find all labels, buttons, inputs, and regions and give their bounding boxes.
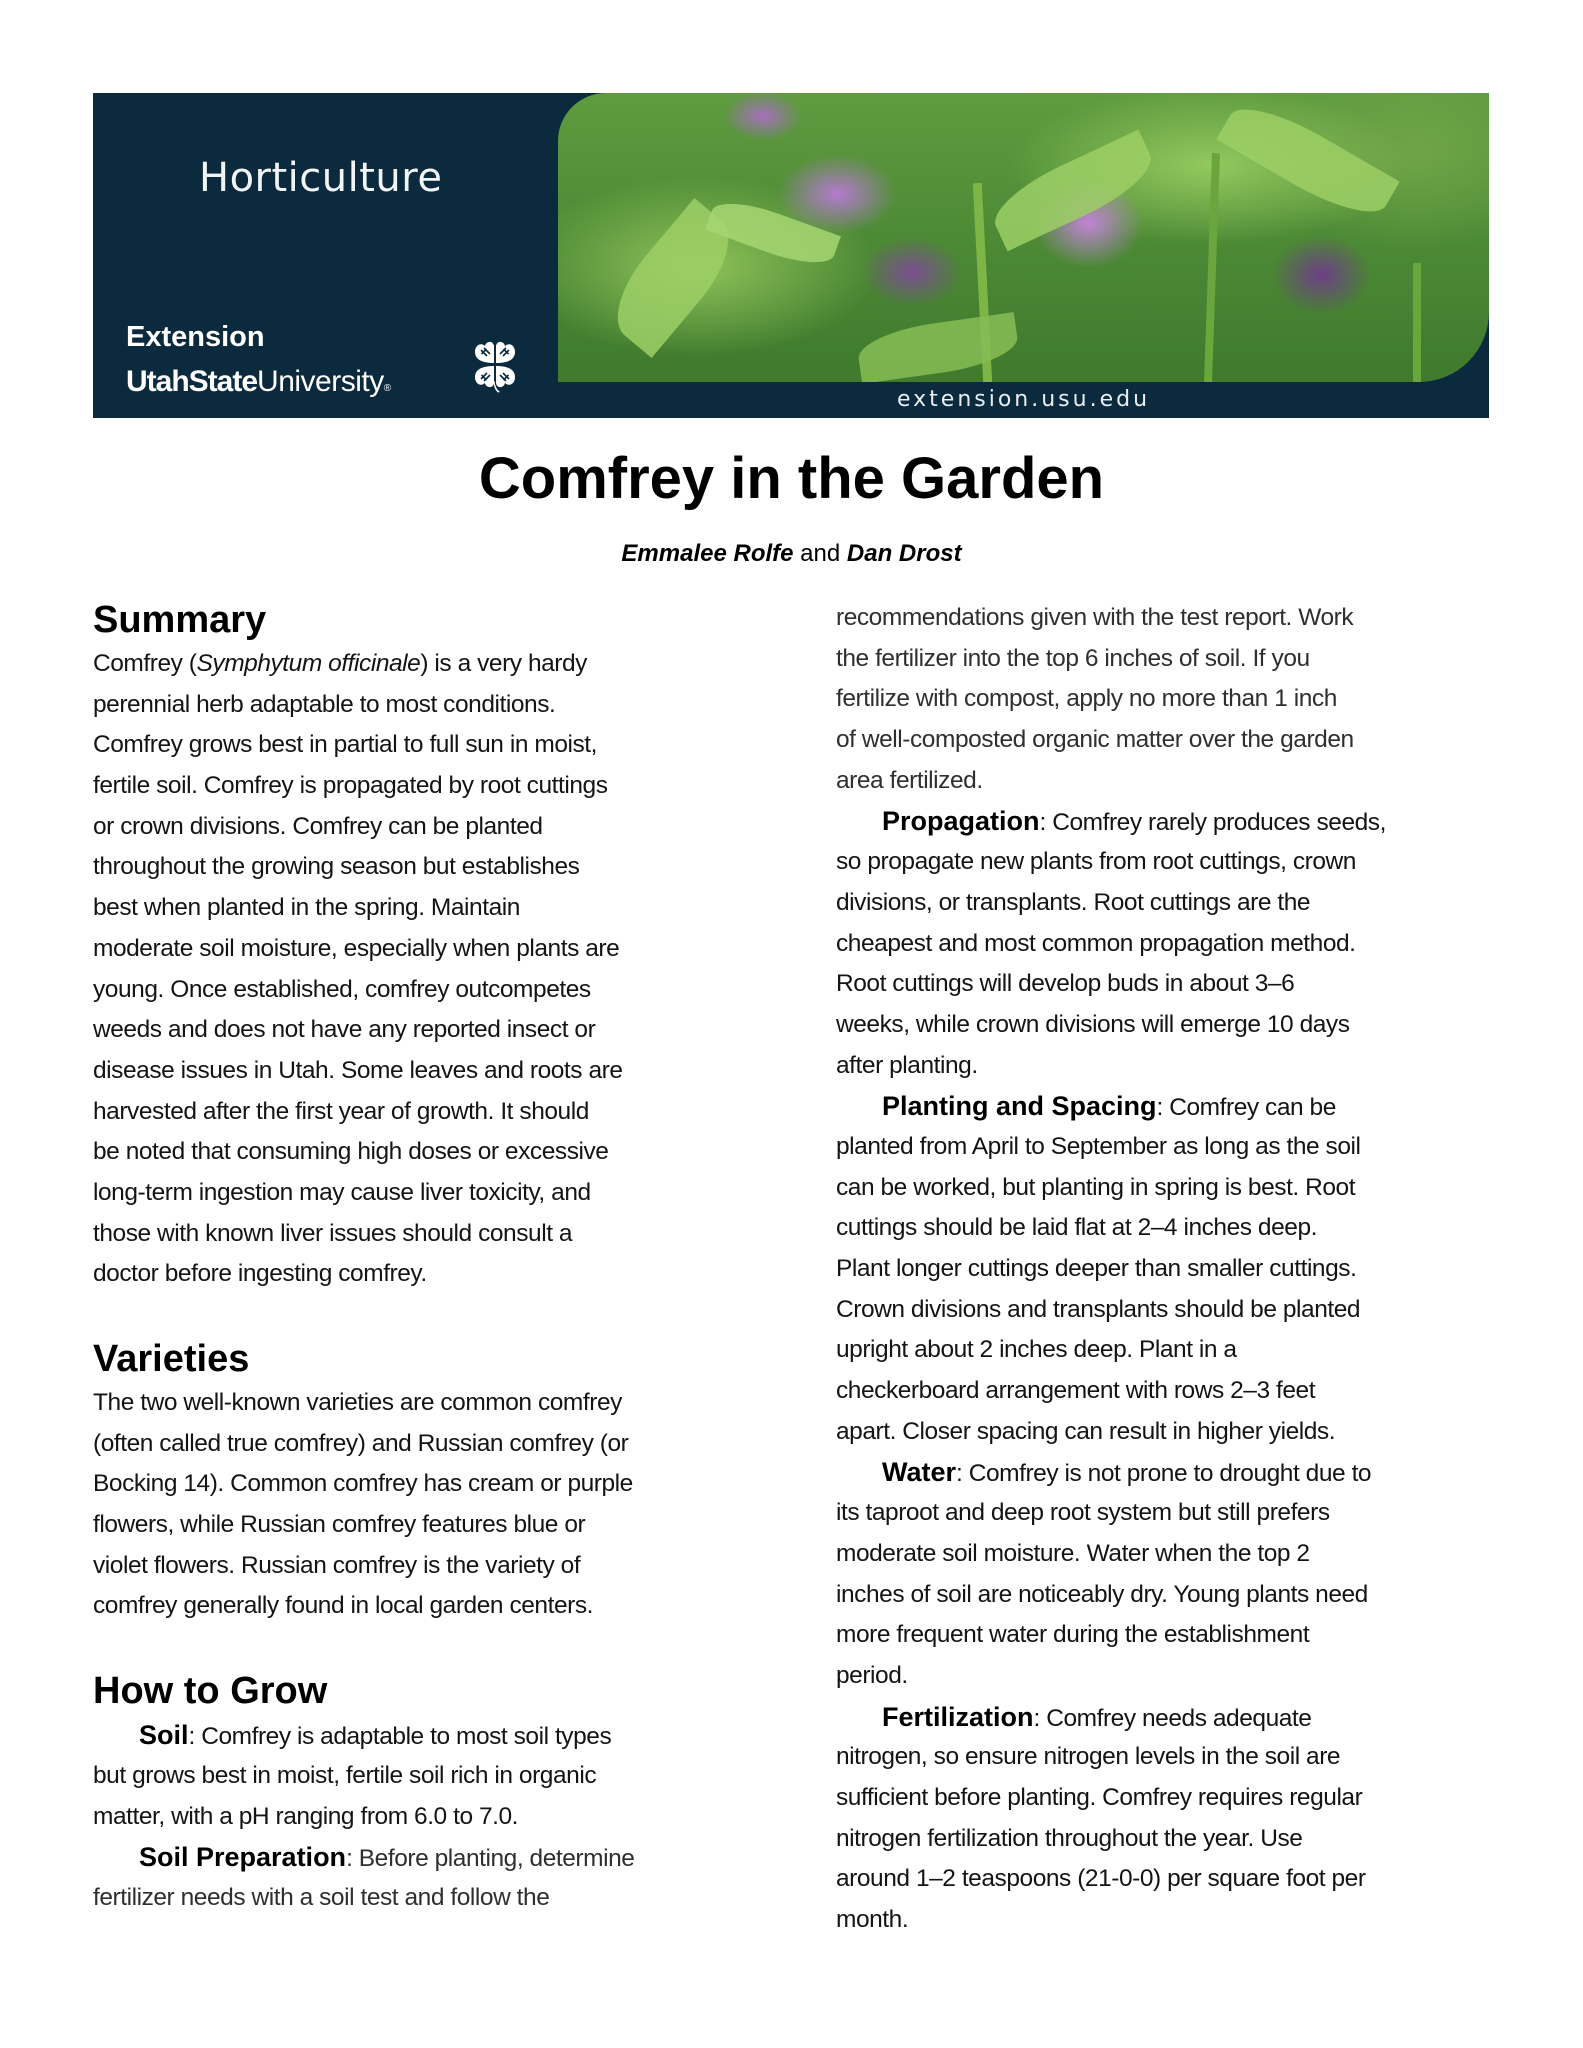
subheading-planting-spacing: Planting and Spacing [882, 1091, 1157, 1122]
usu-wordmark-regular: University [257, 365, 384, 398]
text-run: : Comfrey is adaptable to most soil types [188, 1723, 612, 1751]
extension-logo-text: Extension [126, 321, 265, 353]
subheading-fertilization: Fertilization [882, 1701, 1034, 1732]
text-line [93, 644, 753, 685]
text-line: cuttings should be laid flat at 2–4 inches deep. [836, 1214, 1317, 1242]
propagation-paragraph [836, 801, 1496, 1086]
text-line: fertilize with compost, apply no more than 1 inch [836, 685, 1337, 713]
header-banner [93, 93, 1489, 418]
text-line: long-term ingestion may cause liver toxicity, and [93, 1178, 591, 1206]
plant-leaf [855, 312, 1020, 382]
text-line: checkerboard arrangement with rows 2–3 feet [836, 1377, 1316, 1405]
section-gap [93, 1627, 753, 1667]
subheading-water: Water [882, 1457, 957, 1488]
fertilization-paragraph [836, 1697, 1496, 1941]
text-line: period. [836, 1661, 908, 1689]
text-line: cheapest and most common propagation method. [836, 929, 1356, 957]
subheading-soil-preparation: Soil Preparation [139, 1842, 347, 1873]
plant-leaf [705, 192, 841, 274]
text-line: nitrogen, so ensure nitrogen levels in the soil are [836, 1743, 1341, 1771]
text-run: : Comfrey needs adequate [1033, 1704, 1312, 1732]
author-join: and [793, 540, 847, 567]
text-line: violet flowers. Russian comfrey is the variety of [93, 1551, 581, 1579]
text-run: Comfrey ( [93, 650, 197, 677]
text-run: : Comfrey can be [1156, 1094, 1336, 1122]
text-line [836, 1452, 1496, 1493]
text-line: so propagate new plants from root cuttings, crown [836, 848, 1356, 876]
text-line: flowers, while Russian comfrey features blue or [93, 1511, 586, 1539]
left-column [93, 596, 753, 1919]
text-line: inches of soil are noticeably dry. Young plants need [836, 1580, 1368, 1608]
text-line: can be worked, but planting in spring is best. Root [836, 1173, 1356, 1201]
category-label: Horticulture [199, 155, 443, 201]
text-line [836, 1697, 1496, 1738]
text-line: weeds and does not have any reported insect or [93, 1016, 596, 1044]
text-line: of well-composted organic matter over the garden [836, 726, 1354, 754]
text-line: best when planted in the spring. Maintain [93, 894, 520, 922]
author-name: Dan Drost [846, 540, 962, 567]
plant-leaf [984, 130, 1161, 252]
text-line: moderate soil moisture. Water when the top 2 [836, 1539, 1310, 1567]
text-line: around 1–2 teaspoons (21-0-0) per square foot per [836, 1865, 1366, 1893]
varieties-paragraph [93, 1383, 753, 1627]
text-line: matter, with a pH ranging from 6.0 to 7.0. [93, 1802, 519, 1830]
website-url[interactable]: extension.usu.edu [896, 387, 1151, 412]
section-heading-how-to-grow: How to Grow [93, 1670, 328, 1713]
text-line: recommendations given with the test report. Work [836, 604, 1354, 631]
text-line: apart. Closer spacing can result in higher yields. [836, 1417, 1336, 1445]
plant-leaf [1216, 93, 1399, 229]
registered-mark: ® [383, 383, 391, 394]
text-line: or crown divisions. Comfrey can be planted [93, 812, 543, 840]
text-line: after planting. [836, 1051, 978, 1079]
text-line: its taproot and deep root system but still prefers [836, 1499, 1330, 1527]
author-line [0, 540, 1583, 568]
soil-preparation-paragraph [93, 1837, 753, 1918]
text-run: : Before planting, determine [346, 1845, 635, 1873]
text-line [93, 1715, 753, 1756]
text-run: : Comfrey rarely produces seeds, [1039, 809, 1386, 837]
plant-stem [1413, 263, 1421, 382]
text-line: Bocking 14). Common comfrey has cream or purple [93, 1470, 633, 1498]
author-name: Emmalee Rolfe [621, 540, 794, 567]
soil-preparation-continued [836, 598, 1496, 801]
text-line: throughout the growing season but establishes [93, 853, 580, 881]
summary-paragraph [93, 644, 753, 1295]
text-line: Crown divisions and transplants should be planted [836, 1295, 1361, 1323]
page-title: Comfrey in the Garden [478, 446, 1105, 511]
text-line: sufficient before planting. Comfrey requires regular [836, 1783, 1363, 1811]
subheading-soil: Soil [139, 1720, 189, 1751]
text-line: those with known liver issues should consult a [93, 1219, 573, 1247]
water-paragraph [836, 1452, 1496, 1696]
usu-wordmark-bold: UtahState [126, 365, 258, 398]
text-line: the fertilizer into the top 6 inches of soil. If you [836, 644, 1310, 672]
text-line: disease issues in Utah. Some leaves and roots are [93, 1056, 623, 1084]
text-line: doctor before ingesting comfrey. [93, 1260, 427, 1288]
text-line: weeks, while crown divisions will emerge 10 days [836, 1010, 1350, 1038]
text-line: area fertilized. [836, 766, 983, 794]
text-line: moderate soil moisture, especially when plants are [93, 934, 620, 962]
text-line [93, 1837, 753, 1878]
text-line: month. [836, 1906, 909, 1933]
section-gap [93, 1295, 753, 1335]
text-line: comfrey generally found in local garden centers. [93, 1592, 593, 1620]
text-line: Plant longer cuttings deeper than smaller cuttings. [836, 1255, 1357, 1282]
text-line: Comfrey grows best in partial to full sun in moist, [93, 731, 598, 759]
text-line: fertile soil. Comfrey is propagated by root cuttings [93, 772, 608, 800]
text-line: Root cuttings will develop buds in about 3–6 [836, 970, 1295, 998]
comfrey-photo [558, 93, 1489, 382]
four-h-clover-icon [467, 337, 523, 393]
right-column [836, 598, 1496, 1941]
text-line: perennial herb adaptable to most conditions. [93, 690, 556, 718]
planting-spacing-paragraph [836, 1086, 1496, 1452]
text-line: (often called true comfrey) and Russian comfrey (or [93, 1429, 629, 1457]
text-line: divisions, or transplants. Root cuttings are the [836, 888, 1311, 916]
section-heading-varieties: Varieties [93, 1338, 250, 1380]
text-line: be noted that consuming high doses or excessive [93, 1138, 609, 1166]
text-run: : Comfrey is not prone to drought due to [956, 1460, 1372, 1488]
subheading-propagation: Propagation [882, 806, 1040, 837]
text-line: but grows best in moist, fertile soil rich in organic [93, 1761, 597, 1789]
text-line: fertilizer needs with a soil test and follow the [93, 1883, 550, 1911]
text-line [836, 1086, 1496, 1127]
text-line [836, 801, 1496, 842]
text-line: more frequent water during the establishment [836, 1621, 1310, 1649]
text-line: planted from April to September as long as the soil [836, 1132, 1361, 1160]
scientific-name: Symphytum officinale [196, 650, 421, 677]
text-line: upright about 2 inches deep. Plant in a [836, 1336, 1237, 1364]
text-line: harvested after the first year of growth. It should [93, 1097, 589, 1125]
text-line: young. Once established, comfrey outcompetes [93, 975, 591, 1003]
text-line: nitrogen fertilization throughout the year. Use [836, 1824, 1303, 1852]
plant-stem [1204, 153, 1220, 382]
text-line: The two well-known varieties are common comfrey [93, 1389, 622, 1416]
section-heading-summary: Summary [93, 599, 267, 641]
text-run: ) is a very hardy [420, 650, 587, 677]
soil-paragraph [93, 1715, 753, 1837]
